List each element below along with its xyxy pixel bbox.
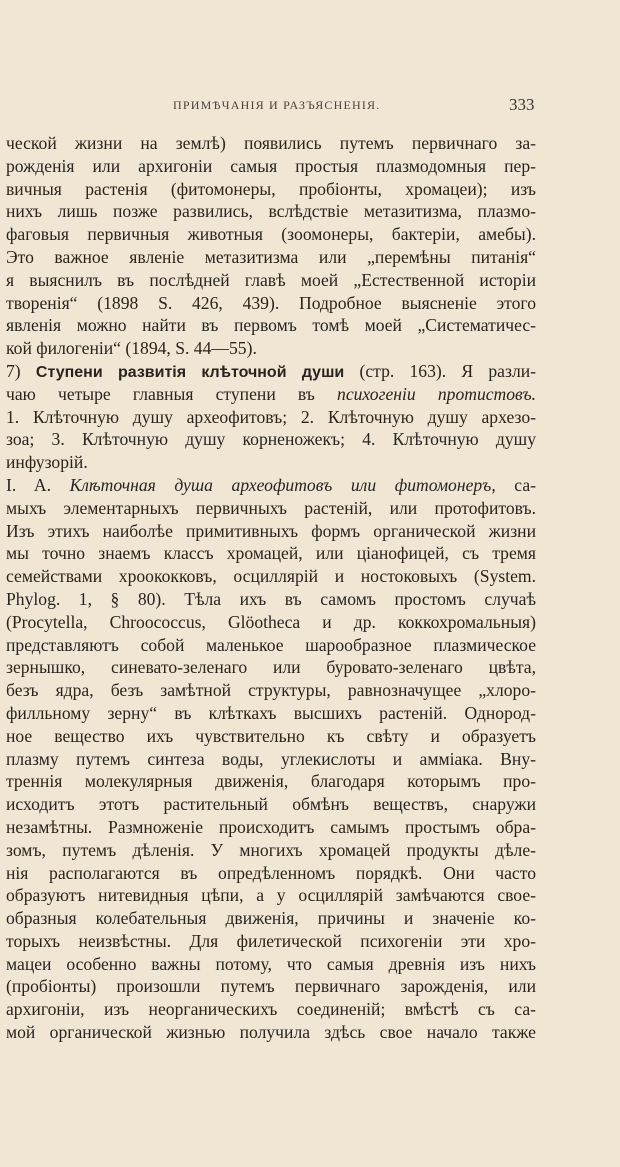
text-line [6,292,536,315]
text-segment: образуютъ нитевидныя цѣпи, а у осциллярій замѣчаются свое- [6,885,536,906]
text-line [6,406,536,429]
text-line [6,748,536,771]
body-text [6,132,536,1044]
text-segment: Изъ этихъ наиболѣе примитивныхъ формъ органической жизни [6,520,536,541]
text-line [6,360,536,383]
text-segment: образныя колебательныя движенія, причины и значеніе ко- [6,908,536,929]
text-line [6,155,536,178]
text-line [6,200,536,223]
text-segment: незамѣтны. Размноженіе происходитъ самымъ простымъ обра- [6,816,536,837]
text-segment: кой филогеніи“ (1894, S. 44—55). [6,338,257,359]
text-line [6,451,536,474]
text-segment: мы точно знаемъ классъ хромацей, или ціанофицей, съ тремя [6,543,536,564]
text-line [6,497,536,520]
text-line [6,337,536,360]
text-line [6,679,536,702]
text-line [6,770,536,793]
text-segment: Phylog. 1, § 80). Тѣла ихъ въ самомъ простомъ случаѣ [6,588,536,609]
text-line [6,542,536,565]
text-segment: творенія“ (1898 S. 426, 439). Подробное выясненіе этого [6,292,536,313]
text-line [6,269,536,292]
text-segment: вичныя растенія (фитомонеры, пробіонты, хромацеи); изъ [6,178,536,199]
text-line [6,611,536,634]
text-segment: я выяснилъ въ послѣдней главѣ моей „Естественной исторіи [6,269,536,290]
text-line [6,520,536,543]
text-segment: торыхъ неизвѣстны. Для филетической психогеніи эти хро- [6,930,536,951]
text-line [6,314,536,337]
italic-text: Клѣточная душа археофитовъ или фитомонеръ [69,474,492,495]
text-line [6,907,536,930]
text-segment: зомъ, путемъ дѣленія. У многихъ хромацей продукты дѣле- [6,839,536,860]
text-line [6,884,536,907]
text-line [6,998,536,1021]
text-line [6,588,536,611]
text-segment: зернышко, синевато-зеленаго или буровато-зеленаго цвѣта, [6,657,536,678]
page-header [0,95,620,120]
text-segment: чаю четыре главныя ступени въ [6,383,338,404]
text-segment: Это важное явленіе метазитизма или „перемѣны питанія“ [6,246,536,267]
text-segment: нія располагаются въ опредѣленномъ порядкѣ. Они часто [6,862,536,883]
text-segment: мацеи особенно важны потому, что самыя древнія изъ нихъ [6,953,536,974]
text-segment: исходитъ этотъ растительный обмѣнъ веществъ, снаружи [6,794,536,815]
text-line [6,725,536,748]
running-title: ПРИМѢЧАНІЯ И РАЗЪЯСНЕНІЯ. [173,98,381,112]
section-heading: Ступени развитія клѣточной души [35,363,345,381]
text-line [6,474,536,497]
text-line [6,953,536,976]
text-segment: I. A. [6,474,70,495]
text-line [6,702,536,725]
text-segment: 7) [6,360,36,381]
text-segment: филльному зерну“ въ клѣткахъ высшихъ растеній. Однород- [6,702,536,723]
text-line [6,383,536,406]
text-segment: безъ ядра, безъ замѣтной структуры, равнозначущее „хлоро- [6,680,536,701]
text-line [6,839,536,862]
text-segment: рожденія или архигоніи самыя простыя плазмодомныя пер- [6,155,536,176]
text-line [6,862,536,885]
text-line [6,816,536,839]
text-line [6,656,536,679]
text-segment: ное вещество ихъ чувствительно къ свѣту и образуетъ [6,725,536,746]
text-line [6,975,536,998]
text-segment: , са- [491,474,537,495]
text-segment: мой органической жизнью получила здѣсь свое начало также [6,1022,536,1043]
text-line [6,1021,536,1044]
text-segment: нихъ лишь позже развились, вслѣдствіе метазитизма, плазмо- [6,201,536,222]
text-line [6,178,536,201]
text-segment: явленія можно найти въ первомъ томѣ моей „Систематичес- [6,315,536,336]
text-segment: инфузорій. [6,452,88,473]
text-line [6,132,536,155]
text-segment: ческой жизни на землѣ) появились путемъ первичнаго за- [6,133,536,153]
text-line [6,793,536,816]
text-line [6,565,536,588]
text-segment: архигоніи, изъ неорганическихъ соединеній; вмѣстѣ съ са- [6,999,536,1020]
text-segment: плазму путемъ синтеза воды, углекислоты и аммiака. Вну- [6,748,536,769]
text-line [6,246,536,269]
text-segment: 1. Клѣточную душу археофитовъ; 2. Клѣточную душу архезо- [6,406,536,427]
text-segment: зоа; 3. Клѣточную душу корненожекъ; 4. Клѣточную душу [6,429,536,450]
page-number: 333 [509,95,535,114]
text-segment: треннія молекулярныя движенія, благодаря которымъ про- [6,771,536,792]
italic-text: психогеніи протистовъ. [337,383,536,404]
text-line [6,223,536,246]
text-line [6,634,536,657]
text-segment: мыхъ элементарныхъ первичныхъ растеній, или протофитовъ. [6,497,536,518]
text-segment: (Procytella, Chroococcus, Glöotheca и др. коккохромальныя) [6,611,536,632]
text-segment: представляютъ собой маленькое шарообразное плазмическое [6,634,536,655]
text-segment: фаговыя первичныя животныя (зоомонеры, бактеріи, амебы). [6,224,536,245]
text-line [6,930,536,953]
text-line [6,428,536,451]
text-segment: (пробіонты) произошли путемъ первичнаго зарожденія, или [6,976,536,997]
text-segment: семействами хроококковъ, осциллярій и ностоковыхъ (System. [6,566,536,587]
text-segment: (стр. 163). Я разли- [344,360,536,381]
